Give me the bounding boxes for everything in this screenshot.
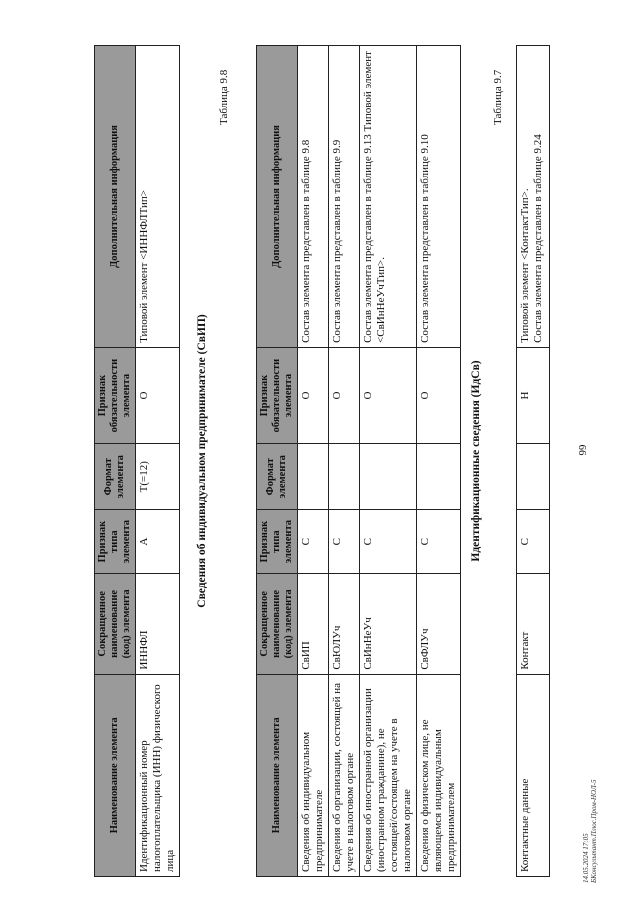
table-9-8: [94, 45, 180, 877]
table-row: [360, 46, 417, 877]
header-info: Дополнительная информация: [257, 46, 298, 348]
table-row: [417, 46, 461, 877]
cell-info: Состав элемента представлен в таблице 9.13 Типовой элемент <СвИнНеУчТип>.: [360, 46, 417, 348]
table-label: Таблица 9.7: [492, 69, 504, 125]
header-required: Признак обязательности элемента: [257, 347, 298, 443]
cell-required: О: [298, 347, 329, 443]
header-code: Сокращенное наименование (код) элемента: [257, 574, 298, 675]
table-row: [329, 46, 360, 877]
info-line: Состав элемента представлен в таблице 9.24: [532, 134, 544, 343]
header-code: Сокращенное наименование (код) элемента: [95, 574, 136, 675]
cell-type: С: [517, 510, 550, 574]
header-required: Признак обязательности элемента: [95, 347, 136, 443]
cell-info: [517, 46, 550, 348]
cell-name: Идентификационный номер налогоплательщика (ИНН) физического лица: [136, 674, 180, 876]
cell-type: С: [329, 510, 360, 574]
cell-code: СвИП: [298, 574, 329, 675]
header-type: Признак типа элемента: [257, 510, 298, 574]
table-9-7: [256, 45, 461, 877]
cell-required: Н: [517, 347, 550, 443]
header-name: Наименование элемента: [95, 674, 136, 876]
cell-type: С: [298, 510, 329, 574]
cell-info: Состав элемента представлен в таблице 9.10: [417, 46, 461, 348]
cell-type: А: [136, 510, 180, 574]
info-line: Типовой элемент <КонтактТип>.: [519, 188, 531, 343]
cell-name: Сведения об организации, состоящей на учете в налоговом органе: [329, 674, 360, 876]
cell-format: [329, 444, 360, 510]
header-row: [95, 46, 136, 877]
table-title: Идентификационные сведения (ИдСв): [470, 360, 482, 562]
cell-code: ИННФЛ: [136, 574, 180, 675]
cell-required: О: [417, 347, 461, 443]
cell-format: [298, 444, 329, 510]
cell-format: [360, 444, 417, 510]
cell-type: С: [360, 510, 417, 574]
table-row: [136, 46, 180, 877]
cell-required: О: [136, 347, 180, 443]
header-row: [257, 46, 298, 877]
stamp-line: 14.05.2024 17:05: [582, 833, 590, 883]
cell-format: [517, 444, 550, 510]
cell-name: Сведения об иностранной организации (иностранном гражданине), не состоящей/состоящем на учете в налоговом органе: [360, 674, 417, 876]
header-name: Наименование элемента: [257, 674, 298, 876]
header-info: Дополнительная информация: [95, 46, 136, 348]
stamp-line: БКонсультант.Плюс.Пром-НОЛ-5: [590, 779, 598, 883]
table-row: [517, 46, 550, 877]
cell-code: СвИнНеУч: [360, 574, 417, 675]
cell-name: Сведения об индивидуальном предпринимателе: [298, 674, 329, 876]
cell-code: СвЮЛУч: [329, 574, 360, 675]
cell-format: T(=12): [136, 444, 180, 510]
header-format: Формат элемента: [257, 444, 298, 510]
cell-code: Контакт: [517, 574, 550, 675]
cell-required: О: [360, 347, 417, 443]
cell-info: Типовой элемент <ИННФЛТип>: [136, 46, 180, 348]
page-number: 66: [576, 444, 588, 456]
cell-required: О: [329, 347, 360, 443]
cell-code: СвФЛУч: [417, 574, 461, 675]
cell-info: Состав элемента представлен в таблице 9.9: [329, 46, 360, 348]
header-type: Признак типа элемента: [95, 510, 136, 574]
cell-format: [417, 444, 461, 510]
header-format: Формат элемента: [95, 444, 136, 510]
cell-name: Сведения о физическом лице, не являющемся индивидуальным предпринимателем: [417, 674, 461, 876]
table-label: Таблица 9.8: [218, 69, 230, 125]
table-row: [298, 46, 329, 877]
table-title: Сведения об индивидуальном предпринимателе (СвИП): [196, 314, 208, 608]
print-stamp: [582, 779, 598, 883]
cell-info: Состав элемента представлен в таблице 9.8: [298, 46, 329, 348]
cell-type: С: [417, 510, 461, 574]
contact-table: [516, 45, 550, 877]
cell-name: Контактные данные: [517, 674, 550, 876]
